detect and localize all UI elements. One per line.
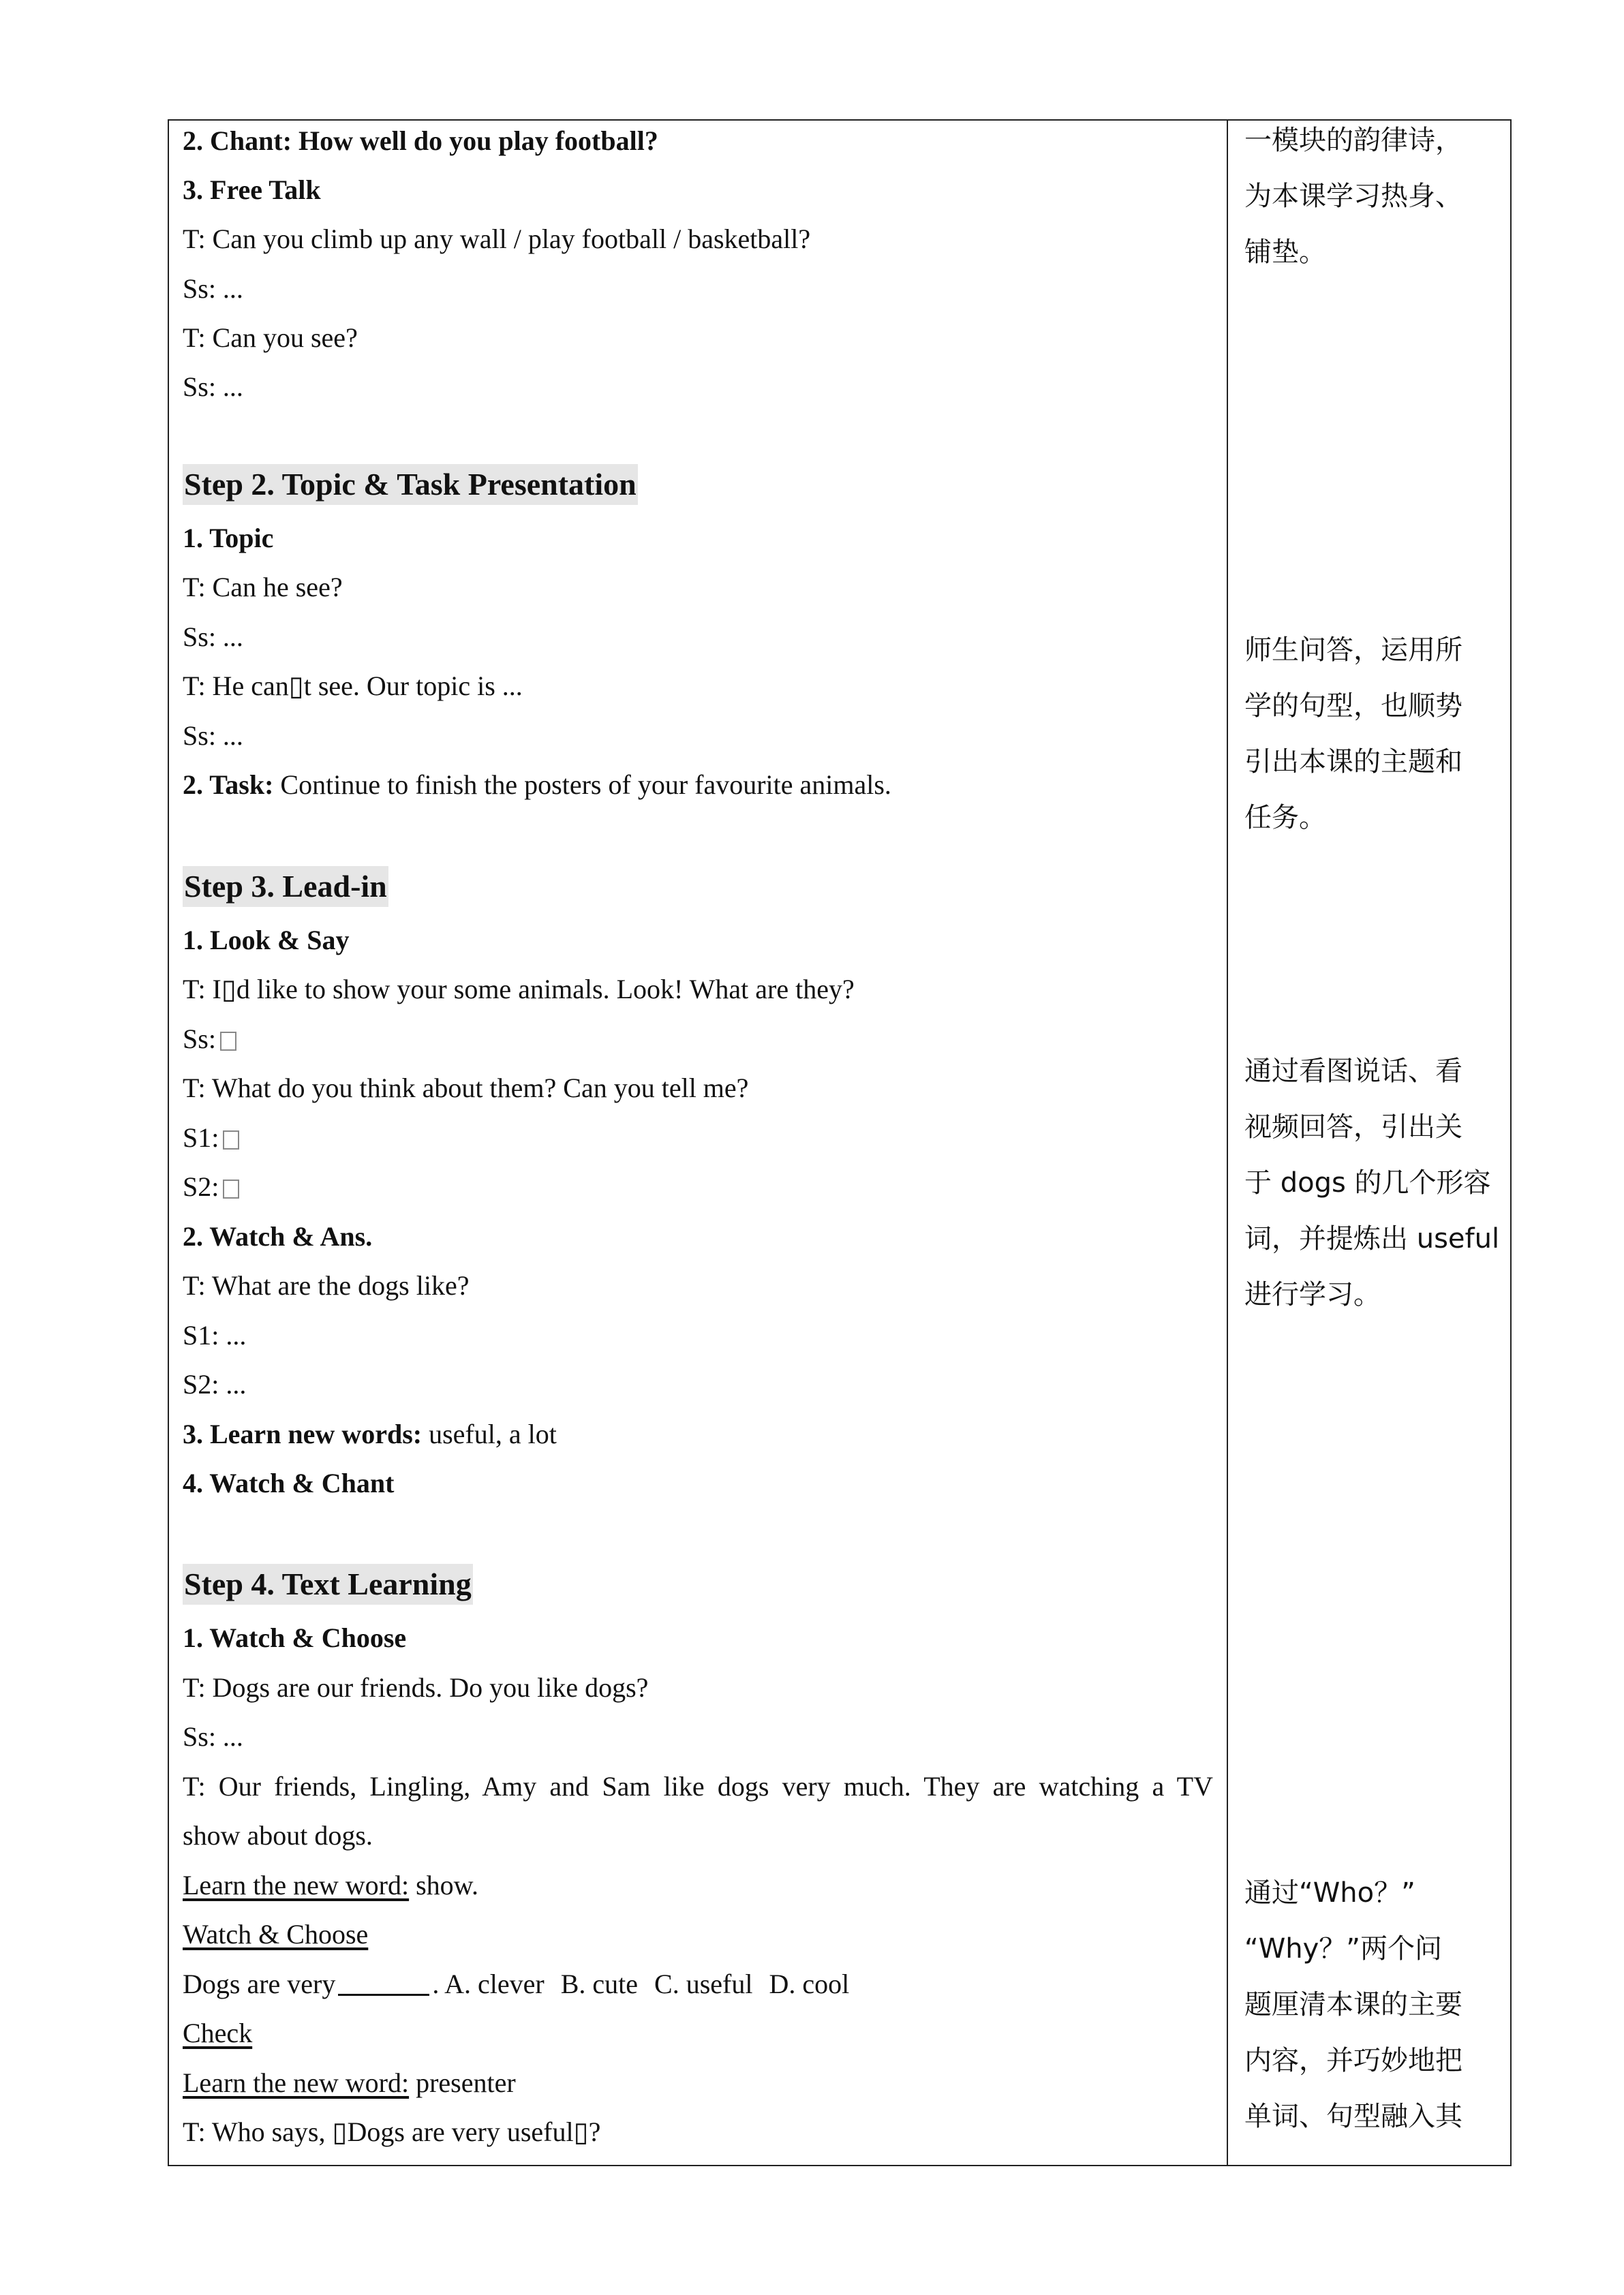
note-line: 词，并提炼出 useful <box>1244 1223 1500 1254</box>
dialogue-line: T: I▯d like to show your some animals. Look! What are they? <box>183 974 855 1004</box>
dialogue-line: Ss: ... <box>183 720 243 751</box>
dialogue-line: T: Can you see? <box>183 322 358 353</box>
option: D. cool <box>769 1969 850 1999</box>
dialogue-line: show about dogs. <box>183 1820 373 1851</box>
watch-ans-heading: 2. Watch & Ans. <box>183 1221 373 1252</box>
column-divider <box>1227 119 1228 2166</box>
dialogue-line: Ss: ... <box>183 621 243 652</box>
note-line: 于 dogs 的几个形容 <box>1244 1167 1491 1199</box>
note-line: “Why？”两个问 <box>1244 1933 1443 1965</box>
placeholder-box-icon <box>223 1180 239 1199</box>
note-line: 引出本课的主题和 <box>1244 746 1462 777</box>
dialogue-line: T: He can▯t see. Our topic is ... <box>183 671 523 701</box>
note-line: 题厘清本课的主要 <box>1244 1989 1462 2020</box>
dialogue-line: T: Can you climb up any wall / play football / basketball? <box>183 224 811 254</box>
watch-choose-heading: 1. Watch & Choose <box>183 1622 407 1653</box>
new-word-line: Learn the new word: show. <box>183 1870 478 1900</box>
note-line: 内容，并巧妙地把 <box>1244 2045 1462 2076</box>
note-line: 视频回答，引出关 <box>1244 1111 1462 1143</box>
look-say-heading: 1. Look & Say <box>183 925 350 955</box>
dialogue-line: T: Dogs are our friends. Do you like dogs? <box>183 1672 649 1703</box>
check-label: Check <box>183 2018 253 2048</box>
question-line: Dogs are very . A. clever B. cute C. useful D. cool <box>183 1969 850 1999</box>
note-line: 为本课学习热身、 <box>1244 181 1462 212</box>
note-line: 师生问答，运用所 <box>1244 634 1462 666</box>
note-line: 通过看图说话、看 <box>1244 1056 1462 1087</box>
step2-heading: Step 2. Topic & Task Presentation <box>183 464 638 505</box>
note-line: 进行学习。 <box>1244 1279 1381 1310</box>
dialogue-line: S1: ... <box>183 1320 247 1351</box>
dialogue-line: Ss: ... <box>183 273 243 304</box>
note-line: 任务。 <box>1244 802 1326 833</box>
dialogue-line: T: What are the dogs like? <box>183 1270 470 1301</box>
note-line: 通过“Who？” <box>1244 1877 1415 1909</box>
option: C. useful <box>654 1969 753 1999</box>
dialogue-line: Ss: <box>183 1019 236 1059</box>
placeholder-box-icon <box>220 1032 236 1051</box>
dialogue-line: T: What do you think about them? Can you tell me? <box>183 1073 749 1103</box>
placeholder-box-icon <box>223 1130 239 1150</box>
step3-heading: Step 3. Lead-in <box>183 866 388 907</box>
dialogue-line: Ss: ... <box>183 371 243 402</box>
dialogue-line: S2: <box>183 1167 239 1207</box>
dialogue-line: T: Who says, ▯Dogs are very useful▯? <box>183 2116 601 2147</box>
watch-chant-heading: 4. Watch & Chant <box>183 1468 395 1498</box>
option: B. cute <box>560 1969 639 1999</box>
note-line: 一模块的韵律诗， <box>1244 125 1462 156</box>
note-line: 铺垫。 <box>1244 236 1326 268</box>
dialogue-line: S1: <box>183 1118 239 1158</box>
topic-heading: 1. Topic <box>183 523 274 553</box>
dialogue-line: Ss: ... <box>183 1721 243 1752</box>
answer-blank <box>338 1968 429 1996</box>
watch-choose-label: Watch & Choose <box>183 1919 369 1950</box>
note-line: 单词、句型融入其 <box>1244 2101 1462 2132</box>
task-line: 2. Task: Continue to finish the posters of your favourite animals. <box>183 769 891 800</box>
note-line: 学的句型，也顺势 <box>1244 690 1462 722</box>
learn-words-line: 3. Learn new words: useful, a lot <box>183 1419 557 1449</box>
dialogue-line: T: Can he see? <box>183 572 343 602</box>
new-word-line: Learn the new word: presenter <box>183 2067 516 2098</box>
chant-heading: 2. Chant: How well do you play football? <box>183 125 658 156</box>
dialogue-line: T: Our friends, Lingling, Amy and Sam like dogs very much. They are watching a TV <box>183 1771 1213 1802</box>
dialogue-line: S2: ... <box>183 1369 247 1400</box>
free-talk-heading: 3. Free Talk <box>183 174 321 205</box>
step4-heading: Step 4. Text Learning <box>183 1564 473 1605</box>
